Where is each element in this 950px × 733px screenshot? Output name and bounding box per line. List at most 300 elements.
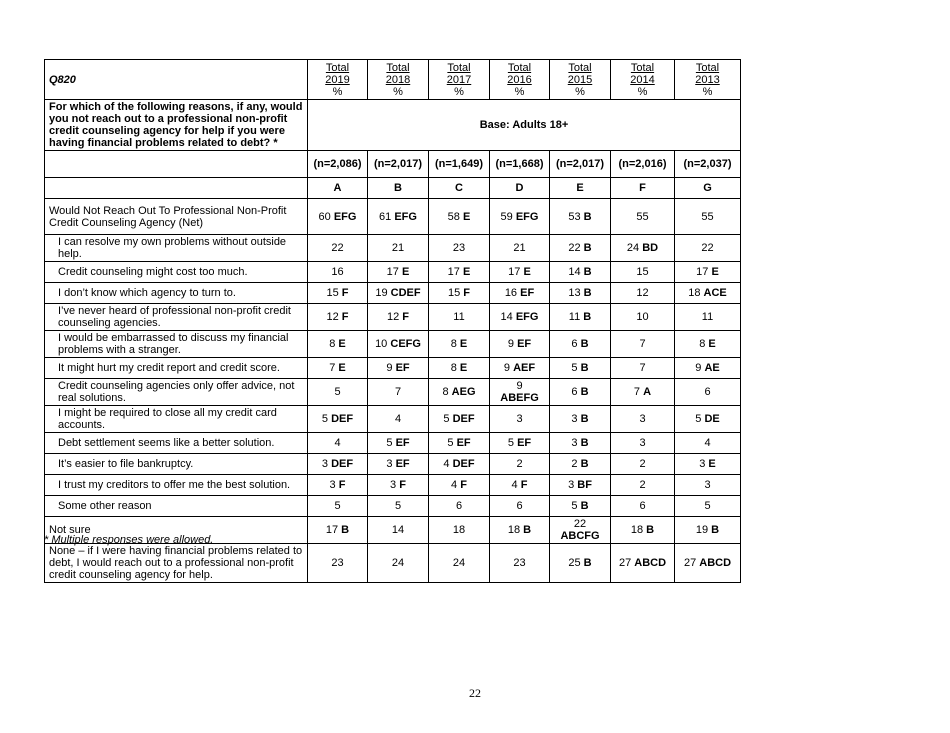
base-label: Base: Adults 18+ xyxy=(308,100,741,151)
cell-value: 14 xyxy=(391,524,405,536)
row-label: Credit counseling might cost too much. xyxy=(45,262,308,283)
cell-value: 19 xyxy=(695,524,709,536)
cell-value: 5 xyxy=(447,437,454,449)
significance-letters: E xyxy=(462,266,471,278)
data-cell xyxy=(550,475,611,496)
cell-value: 3 xyxy=(571,437,578,449)
data-cell xyxy=(429,544,490,583)
table-row xyxy=(45,262,741,283)
data-cell xyxy=(675,475,741,496)
table-row xyxy=(45,433,741,454)
data-cell xyxy=(675,262,741,283)
data-cell xyxy=(550,262,611,283)
cell-value: 17 xyxy=(508,266,521,278)
significance-letters: DEF xyxy=(452,413,475,425)
significance-letters: B xyxy=(583,266,592,278)
data-cell xyxy=(611,199,675,235)
cell-value: 5 xyxy=(571,362,578,374)
significance-letters: F xyxy=(463,287,471,299)
cell-value: 15 xyxy=(326,287,339,299)
col-header: Total 2014 % xyxy=(611,60,675,100)
data-cell xyxy=(675,544,741,583)
table-row xyxy=(45,406,741,433)
data-cell xyxy=(675,331,741,358)
cell-value: 23 xyxy=(513,557,526,569)
table-row xyxy=(45,475,741,496)
cell-value: 22 xyxy=(701,242,714,254)
data-cell xyxy=(308,358,368,379)
significance-letters: ABCD xyxy=(634,557,667,569)
data-cell xyxy=(611,304,675,331)
data-cell xyxy=(550,379,611,406)
data-cell xyxy=(308,262,368,283)
significance-letters: AE xyxy=(704,362,720,374)
significance-letters: B xyxy=(341,524,350,536)
cell-value: 18 xyxy=(507,524,521,536)
data-cell xyxy=(368,304,429,331)
cell-value: 8 xyxy=(442,386,449,398)
cell-value: 3 xyxy=(321,458,329,470)
cell-value: 11 xyxy=(568,311,581,323)
cell-value: 2 xyxy=(571,458,578,470)
cell-value: 9 xyxy=(516,380,523,392)
significance-letters: B xyxy=(580,338,589,350)
data-cell xyxy=(368,283,429,304)
data-cell xyxy=(550,358,611,379)
data-cell xyxy=(429,496,490,517)
significance-letters: E xyxy=(523,266,531,278)
data-cell xyxy=(308,331,368,358)
cell-value: 4 xyxy=(451,479,458,491)
significance-letters: E xyxy=(711,266,719,278)
data-cell xyxy=(368,199,429,235)
significance-letters: CDEF xyxy=(390,287,421,299)
data-cell xyxy=(611,544,675,583)
significance-letters: E xyxy=(708,458,716,470)
significance-letters: CEFG xyxy=(390,338,421,350)
sample-size: (n=2,017) xyxy=(550,151,611,178)
cell-value: 4 xyxy=(704,437,711,449)
header-row-years xyxy=(45,60,741,100)
cell-value: 7 xyxy=(633,386,641,398)
data-cell xyxy=(368,379,429,406)
significance-letters: F xyxy=(399,479,406,491)
significance-letters: E xyxy=(462,210,471,223)
cell-value: 16 xyxy=(504,287,518,299)
data-cell xyxy=(308,304,368,331)
col-header: Total 2019 % xyxy=(308,60,368,100)
significance-letters: E xyxy=(401,266,410,278)
sample-size: (n=1,668) xyxy=(490,151,550,178)
data-cell xyxy=(550,199,611,235)
data-cell xyxy=(429,454,490,475)
cell-value: 8 xyxy=(699,338,706,350)
significance-letters: EFG xyxy=(515,210,539,223)
data-cell xyxy=(550,283,611,304)
significance-letters: F xyxy=(402,311,410,323)
question-code: Q820 xyxy=(45,60,308,100)
row-label: None – if I were having financial problems related to debt, I would reach out to a professional non-profit credit counseling agency for help. xyxy=(45,544,308,583)
significance-letters: B xyxy=(580,500,589,512)
sample-size: (n=2,016) xyxy=(611,151,675,178)
significance-letters: B xyxy=(583,311,592,323)
cell-value: 55 xyxy=(701,210,714,223)
cell-value: 10 xyxy=(636,311,649,323)
data-cell xyxy=(429,262,490,283)
data-cell xyxy=(490,454,550,475)
table-row xyxy=(45,358,741,379)
cell-value: 5 xyxy=(334,386,341,398)
row-label: I trust my creditors to offer me the best solution. xyxy=(45,475,308,496)
significance-letters: EFG xyxy=(515,311,539,323)
cell-value: 4 xyxy=(394,413,402,425)
cell-value: 17 xyxy=(325,524,339,536)
cell-value: 3 xyxy=(571,413,578,425)
significance-letters: F xyxy=(338,479,346,491)
significance-letters: EF xyxy=(456,437,471,449)
table-row xyxy=(45,331,741,358)
significance-letters: E xyxy=(708,338,716,350)
sample-size: (n=2,086) xyxy=(308,151,368,178)
sample-size: (n=2,017) xyxy=(368,151,429,178)
data-cell xyxy=(611,517,675,544)
data-cell xyxy=(429,283,490,304)
data-cell xyxy=(675,454,741,475)
significance-letters: DEF xyxy=(331,458,354,470)
col-header: Total 2017 % xyxy=(429,60,490,100)
data-cell xyxy=(490,433,550,454)
column-letter: B xyxy=(368,178,429,199)
cell-value: 17 xyxy=(696,266,709,278)
cell-value: 25 xyxy=(568,557,581,569)
col-header: Total 2013 % xyxy=(675,60,741,100)
table-row xyxy=(45,304,741,331)
data-cell xyxy=(675,379,741,406)
cell-value: 23 xyxy=(331,557,344,569)
data-cell xyxy=(611,262,675,283)
header-row-letters xyxy=(45,178,741,199)
column-letter: F xyxy=(611,178,675,199)
data-cell xyxy=(611,433,675,454)
cell-value: 3 xyxy=(329,479,336,491)
data-cell xyxy=(490,358,550,379)
data-cell xyxy=(550,454,611,475)
data-cell xyxy=(550,496,611,517)
row-label: It’s easier to file bankruptcy. xyxy=(45,454,308,475)
cell-value: 9 xyxy=(695,362,702,374)
cell-value: 5 xyxy=(704,500,711,512)
cell-value: 5 xyxy=(571,500,578,512)
col-header: Total 2018 % xyxy=(368,60,429,100)
data-cell xyxy=(490,406,550,433)
data-cell xyxy=(550,517,611,544)
data-cell xyxy=(368,454,429,475)
data-cell xyxy=(308,496,368,517)
data-cell xyxy=(308,379,368,406)
data-cell xyxy=(368,517,429,544)
cell-value: 3 xyxy=(639,413,646,425)
row-label: I would be embarrassed to discuss my financial problems with a stranger. xyxy=(45,331,308,358)
data-cell xyxy=(611,235,675,262)
significance-letters: EF xyxy=(395,437,410,449)
data-cell xyxy=(675,235,741,262)
cell-value: 2 xyxy=(639,458,646,470)
cell-value: 3 xyxy=(516,413,523,425)
significance-letters: EF xyxy=(517,437,532,449)
table-row xyxy=(45,283,741,304)
row-label: Not sure xyxy=(45,517,308,544)
data-cell xyxy=(429,475,490,496)
cell-value: 5 xyxy=(334,500,341,512)
crosstab-table xyxy=(44,59,741,583)
table-row xyxy=(45,496,741,517)
significance-letters: DEF xyxy=(452,458,475,470)
row-label: Would Not Reach Out To Professional Non-Profit Credit Counseling Agency (Net) xyxy=(45,199,308,235)
table-row xyxy=(45,199,741,235)
data-cell xyxy=(490,304,550,331)
data-cell xyxy=(308,283,368,304)
data-cell xyxy=(429,235,490,262)
header-row-question xyxy=(45,100,741,151)
significance-letters: B xyxy=(711,524,720,536)
column-letter: C xyxy=(429,178,490,199)
significance-letters: EF xyxy=(395,362,410,374)
data-cell xyxy=(550,304,611,331)
data-cell xyxy=(308,454,368,475)
data-cell xyxy=(368,475,429,496)
data-cell xyxy=(611,496,675,517)
header-row-n xyxy=(45,151,741,178)
data-cell xyxy=(490,262,550,283)
cell-value: 61 xyxy=(379,210,392,223)
cell-value: 22 xyxy=(573,518,587,530)
data-cell xyxy=(308,406,368,433)
significance-letters: F xyxy=(341,287,349,299)
cell-value: 22 xyxy=(331,242,344,254)
significance-letters: EFG xyxy=(394,210,417,223)
cell-value: 6 xyxy=(516,500,523,512)
data-cell xyxy=(368,358,429,379)
cell-value: 19 xyxy=(375,287,388,299)
column-letter: E xyxy=(550,178,611,199)
significance-letters: E xyxy=(338,362,346,374)
cell-value: 60 xyxy=(318,210,331,223)
significance-letters: DE xyxy=(704,413,720,425)
data-cell xyxy=(490,544,550,583)
data-cell xyxy=(611,379,675,406)
significance-letters: ACE xyxy=(703,287,727,299)
data-cell xyxy=(429,517,490,544)
cell-value: 12 xyxy=(386,311,400,323)
cell-value: 5 xyxy=(695,413,702,425)
col-header: Total 2016 % xyxy=(490,60,550,100)
data-cell xyxy=(429,406,490,433)
cell-value: 21 xyxy=(513,242,526,254)
row-label: Debt settlement seems like a better solution. xyxy=(45,433,308,454)
cell-value: 18 xyxy=(688,287,701,299)
cell-value: 11 xyxy=(701,311,714,323)
cell-value: 53 xyxy=(568,210,581,223)
cell-value: 5 xyxy=(386,437,393,449)
cell-value: 15 xyxy=(447,287,461,299)
cell-value: 12 xyxy=(326,311,339,323)
cell-value: 5 xyxy=(321,413,329,425)
data-cell xyxy=(429,199,490,235)
significance-letters: B xyxy=(580,458,589,470)
sample-size: (n=2,037) xyxy=(675,151,741,178)
cell-value: 6 xyxy=(455,500,463,512)
data-cell xyxy=(368,496,429,517)
significance-letters: BF xyxy=(577,479,592,491)
data-cell xyxy=(368,544,429,583)
cell-value: 6 xyxy=(639,500,646,512)
significance-letters: B xyxy=(583,287,592,299)
data-cell xyxy=(308,433,368,454)
significance-letters: B xyxy=(580,362,589,374)
data-cell xyxy=(429,358,490,379)
column-letter: D xyxy=(490,178,550,199)
cell-value: 3 xyxy=(639,437,646,449)
significance-letters: A xyxy=(643,386,652,398)
cell-value: 8 xyxy=(329,338,336,350)
data-cell xyxy=(429,304,490,331)
data-cell xyxy=(368,235,429,262)
cell-value: 14 xyxy=(500,311,513,323)
cell-value: 3 xyxy=(568,479,575,491)
significance-letters: B xyxy=(580,386,589,398)
cell-value: 4 xyxy=(334,437,341,449)
cell-value: 24 xyxy=(626,242,640,254)
significance-letters: EF xyxy=(395,458,410,470)
row-label: Some other reason xyxy=(45,496,308,517)
significance-letters: B xyxy=(583,557,592,569)
cell-value: 14 xyxy=(568,266,581,278)
data-cell xyxy=(490,379,550,406)
significance-letters: EFG xyxy=(333,210,357,223)
significance-letters: ABCD xyxy=(699,557,732,569)
cell-value: 6 xyxy=(571,386,578,398)
row-label: Credit counseling agencies only offer advice, not real solutions. xyxy=(45,379,308,406)
significance-letters: B xyxy=(583,210,592,223)
significance-letters: ABEFG xyxy=(500,392,539,404)
data-cell xyxy=(368,406,429,433)
cell-value: 24 xyxy=(391,557,405,569)
data-cell xyxy=(675,358,741,379)
cell-value: 8 xyxy=(450,362,457,374)
cell-value: 11 xyxy=(453,311,465,323)
cell-value: 6 xyxy=(704,386,711,398)
table-row xyxy=(45,235,741,262)
cell-value: 9 xyxy=(507,338,514,350)
table-row xyxy=(45,544,741,583)
cell-value: 27 xyxy=(683,557,697,569)
significance-letters: B xyxy=(523,524,532,536)
data-cell xyxy=(490,496,550,517)
cell-value: 5 xyxy=(507,437,514,449)
cell-value: 3 xyxy=(386,458,393,470)
question-text: For which of the following reasons, if any, would you not reach out to a professional non-profit credit counseling agency for help if you were having financial problems related to debt? * xyxy=(45,100,308,151)
data-cell xyxy=(675,304,741,331)
col-header: Total 2015 % xyxy=(550,60,611,100)
page-number: 22 xyxy=(469,686,481,700)
cell-value: 55 xyxy=(636,210,649,223)
row-label: I don’t know which agency to turn to. xyxy=(45,283,308,304)
data-cell xyxy=(611,475,675,496)
significance-letters: E xyxy=(459,338,468,350)
sample-size: (n=1,649) xyxy=(429,151,490,178)
data-cell xyxy=(308,199,368,235)
significance-letters: EF xyxy=(520,287,535,299)
significance-letters: DEF xyxy=(331,413,354,425)
data-cell xyxy=(490,283,550,304)
row-label: I might be required to close all my credit card accounts. xyxy=(45,406,308,433)
data-cell xyxy=(490,475,550,496)
data-cell xyxy=(550,235,611,262)
data-cell xyxy=(675,199,741,235)
significance-letters: AEF xyxy=(513,362,536,374)
blank-cell xyxy=(45,178,308,199)
significance-letters: B xyxy=(583,242,592,254)
cell-value: 3 xyxy=(704,479,711,491)
significance-letters: B xyxy=(580,437,589,449)
cell-value: 17 xyxy=(386,266,399,278)
data-cell xyxy=(490,331,550,358)
data-cell xyxy=(550,433,611,454)
significance-letters: AEG xyxy=(451,386,476,398)
data-cell xyxy=(490,517,550,544)
cell-value: 3 xyxy=(390,479,397,491)
column-letter: G xyxy=(675,178,741,199)
data-cell xyxy=(429,433,490,454)
cell-value: 21 xyxy=(391,242,405,254)
row-label: I can resolve my own problems without outside help. xyxy=(45,235,308,262)
data-cell xyxy=(308,544,368,583)
cell-value: 12 xyxy=(636,287,649,299)
cell-value: 5 xyxy=(394,500,402,512)
data-cell xyxy=(675,283,741,304)
significance-letters: F xyxy=(460,479,467,491)
cell-value: 15 xyxy=(636,266,649,278)
column-letter: A xyxy=(308,178,368,199)
data-cell xyxy=(611,358,675,379)
significance-letters: B xyxy=(580,413,589,425)
significance-letters: B xyxy=(646,524,655,536)
significance-letters: E xyxy=(459,362,468,374)
cell-value: 4 xyxy=(511,479,518,491)
cell-value: 13 xyxy=(568,287,581,299)
data-cell xyxy=(611,406,675,433)
data-cell xyxy=(308,475,368,496)
data-cell xyxy=(368,433,429,454)
cell-value: 7 xyxy=(639,362,646,374)
data-cell xyxy=(308,517,368,544)
table-row xyxy=(45,379,741,406)
cell-value: 17 xyxy=(447,266,460,278)
significance-letters: ABCFG xyxy=(560,530,600,542)
cell-value: 8 xyxy=(450,338,457,350)
significance-letters: EF xyxy=(517,338,532,350)
cell-value: 10 xyxy=(375,338,388,350)
data-cell xyxy=(611,454,675,475)
significance-letters: BD xyxy=(642,242,659,254)
data-cell xyxy=(429,379,490,406)
significance-letters: F xyxy=(341,311,349,323)
data-cell xyxy=(490,235,550,262)
data-cell xyxy=(611,283,675,304)
cell-value: 58 xyxy=(447,210,460,223)
data-cell xyxy=(675,496,741,517)
cell-value: 2 xyxy=(639,479,646,491)
